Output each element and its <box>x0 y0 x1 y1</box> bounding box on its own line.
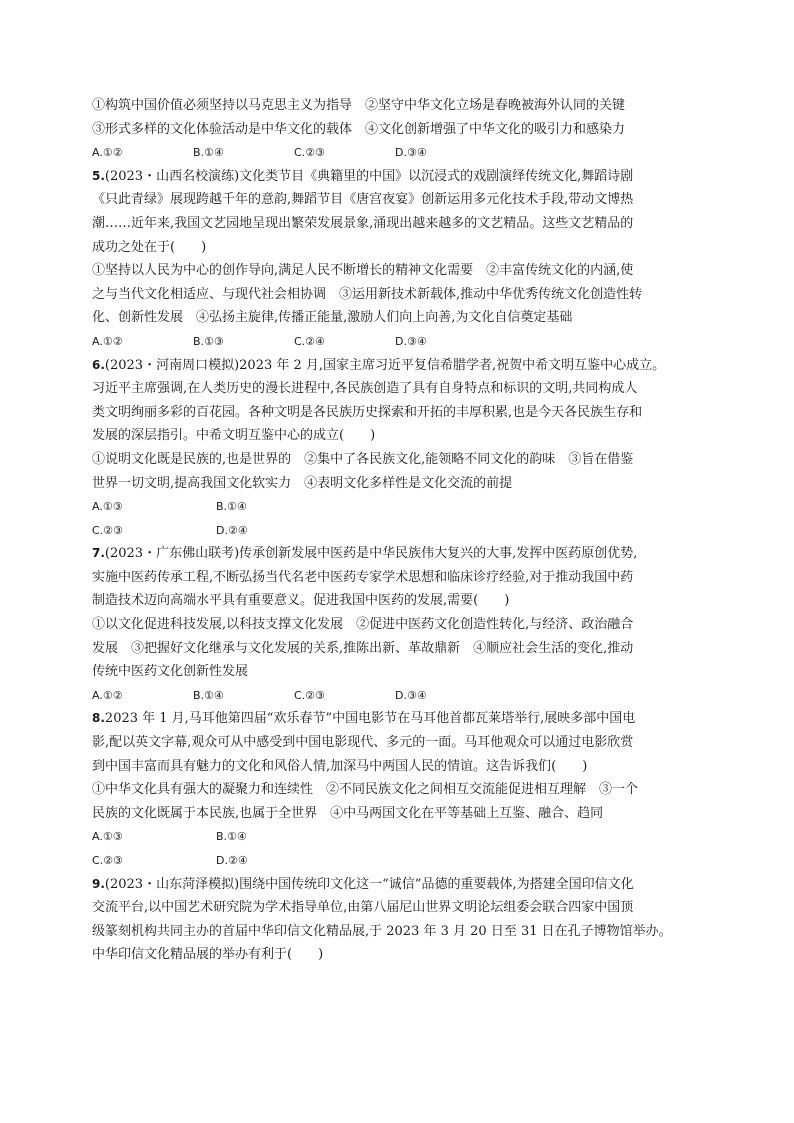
question-6-stem-line-3: 类文明绚丽多彩的百花园。各种文明是各民族历史探索和开拓的丰厚积累,也是今天各民族生存和 <box>92 404 643 420</box>
option-a[interactable]: A.①② <box>92 146 123 160</box>
exam-page <box>92 94 712 967</box>
question-5 <box>92 165 712 354</box>
question-5-stem-line-3: 潮……近年来,我国文艺园地呈现出繁荣发展景象,涌现出越来越多的文艺精品。这些文艺精品的 <box>92 215 634 231</box>
question-text: 2023 年 1 月,马耳他第四届“欢乐春节”中国电影节在马耳他首都瓦莱塔举行,展映多部中国电 <box>104 711 636 727</box>
question-7 <box>92 542 712 707</box>
option-b[interactable]: B.①④ <box>193 146 224 160</box>
question-8-stem-line-2: 影,配以英文字幕,观众可从中感受到中国电影现代、多元的一面。马耳他观众可以通过电影欣赏 <box>92 735 634 751</box>
question-8 <box>92 707 712 872</box>
question-text: (2023・山东菏泽模拟)围绕中国传统印文化这一“诚信”品德的重要载体,为搭建全国印信文化 <box>104 876 634 892</box>
question-5-stem-line-1 <box>92 165 712 189</box>
question-5-statements-line-1: ①坚持以人民为中心的创作导向,满足人民不断增长的精神文化需要 ②丰富传统文化的内涵,使 <box>92 263 634 279</box>
question-8-statements-line-2: 民族的文化既属于本民族,也属于全世界 ④中马两国文化在平等基础上互鉴、融合、趋同 <box>92 805 604 821</box>
option-d[interactable]: D.③④ <box>395 334 427 348</box>
option-d[interactable]: D.②④ <box>216 523 248 537</box>
question-text: (2023・广东佛山联考)传承创新发展中医药是中华民族伟大复兴的大事,发挥中医药原创优势, <box>104 546 638 562</box>
option-a[interactable]: A.①② <box>92 334 123 348</box>
question-5-statements-line-3: 化、创新性发展 ④弘扬主旋律,传播正能量,激励人们向上向善,为文化自信奠定基础 <box>92 310 573 326</box>
question-7-statements-line-2: 发展 ③把握好文化继承与文化发展的关系,推陈出新、革故鼎新 ④顺应社会生活的变化,推动 <box>92 640 634 656</box>
question-6 <box>92 354 712 543</box>
question-5-statements-line-2: 之与当代文化相适应、与现代社会相协调 ③运用新技术新载体,推动中华优秀传统文化创造性转 <box>92 286 643 302</box>
question-number: 6. <box>92 357 105 372</box>
question-8-stem-line-1 <box>92 707 712 731</box>
question-8-options-row-1 <box>92 825 712 849</box>
question-9 <box>92 873 712 967</box>
question-7-statements-line-1: ①以文化促进科技发展,以科技支撑文化发展 ②促进中医药文化创造性转化,与经济、政治融合 <box>92 617 634 633</box>
option-c[interactable]: C.②④ <box>294 334 325 348</box>
question-7-stem-line-2: 实施中医药传承工程,不断弘扬当代名老中医药专家学术思想和临床诊疗经验,对于推动我国中药 <box>92 569 634 585</box>
question-6-statements-line-1: ①说明文化既是民族的,也是世界的 ②集中了各民族文化,能领略不同文化的韵味 ③旨在借鉴 <box>92 451 634 467</box>
option-b[interactable]: B.①④ <box>216 500 247 514</box>
question-6-statements-line-2: 世界一切文明,提高我国文化软实力 ④表明文化多样性是文化交流的前提 <box>92 475 513 491</box>
option-a[interactable]: A.①③ <box>92 830 123 844</box>
question-6-options-row-2 <box>92 519 712 543</box>
question-6-stem-line-2: 习近平主席强调,在人类历史的漫长进程中,各民族创造了具有自身特点和标识的文明,共同构成人 <box>92 381 638 397</box>
option-d[interactable]: D.②④ <box>216 854 248 867</box>
option-c[interactable]: C.②③ <box>294 146 325 160</box>
question-9-stem-line-3: 级篆刻机构共同主办的首届中华印信文化精品展,于 2023 年 3 月 20 日至 31 日在孔子博物馆举办。 <box>92 923 672 939</box>
option-a[interactable]: A.①③ <box>92 500 123 514</box>
option-d[interactable]: D.③④ <box>395 146 427 160</box>
question-4-options <box>92 141 712 165</box>
question-6-options-row-1 <box>92 495 712 519</box>
question-6-stem-line-4: 发展的深层指引。中希文明互鉴中心的成立( ) <box>92 428 376 444</box>
question-7-stem-line-1 <box>92 542 712 566</box>
question-number: 9. <box>92 876 105 891</box>
question-8-stem-line-3: 到中国丰富而具有魅力的文化和风俗人情,加深马中两国人民的情谊。这告诉我们( ) <box>92 758 588 774</box>
question-text: (2023・河南周口模拟)2023 年 2 月,国家主席习近平复信希腊学者,祝贺中希文明互鉴中心成立。 <box>104 357 666 373</box>
question-9-stem-line-1 <box>92 873 712 897</box>
question-7-statements-line-3: 传统中医药文化创新性发展 <box>92 664 249 680</box>
option-c[interactable]: C.②③ <box>294 688 325 702</box>
question-4 <box>92 94 712 165</box>
option-b[interactable]: B.①③ <box>193 334 224 348</box>
option-b[interactable]: B.①④ <box>193 688 224 702</box>
question-number: 7. <box>92 546 105 561</box>
question-9-stem-line-4: 中华印信文化精品展的举办有利于( ) <box>92 947 324 963</box>
question-7-options <box>92 684 712 708</box>
question-number: 5. <box>92 168 105 183</box>
question-7-stem-line-3: 制造技术迈向高端水平具有重要意义。促进我国中医药的发展,需要( ) <box>92 593 510 609</box>
question-8-options-row-2 <box>92 849 712 873</box>
question-5-options <box>92 330 712 354</box>
question-4-statements-line-1: ①构筑中国价值必须坚持以马克思主义为指导 ②坚守中华文化立场是春晚被海外认同的关键 <box>92 98 626 113</box>
option-b[interactable]: B.①④ <box>216 830 247 844</box>
question-4-statements-line-2: ③形式多样的文化体验活动是中华文化的载体 ④文化创新增强了中华文化的吸引力和感染力 <box>92 121 626 137</box>
option-c[interactable]: C.②③ <box>92 523 123 537</box>
question-text: (2023・山西名校演练)文化类节目《典籍里的中国》以沉浸式的戏剧演绎传统文化,舞蹈诗剧 <box>104 168 634 184</box>
question-5-stem-line-4: 成功之处在于( ) <box>92 239 207 255</box>
question-6-stem-line-1 <box>92 354 712 378</box>
option-a[interactable]: A.①② <box>92 688 123 702</box>
question-5-stem-line-2: 《只此青绿》展现跨越千年的意韵,舞蹈节目《唐宫夜宴》创新运用多元化技术手段,带动文博热 <box>92 192 634 208</box>
option-c[interactable]: C.②③ <box>92 854 123 867</box>
question-number: 8. <box>92 711 105 726</box>
question-9-stem-line-2: 交流平台,以中国艺术研究院为学术指导单位,由第八届尼山世界文明论坛组委会联合四家中国顶 <box>92 900 634 916</box>
question-8-statements-line-1: ①中华文化具有强大的凝聚力和连续性 ②不同民族文化之间相互交流能促进相互理解 ③一个 <box>92 782 639 798</box>
option-d[interactable]: D.③④ <box>395 688 427 702</box>
